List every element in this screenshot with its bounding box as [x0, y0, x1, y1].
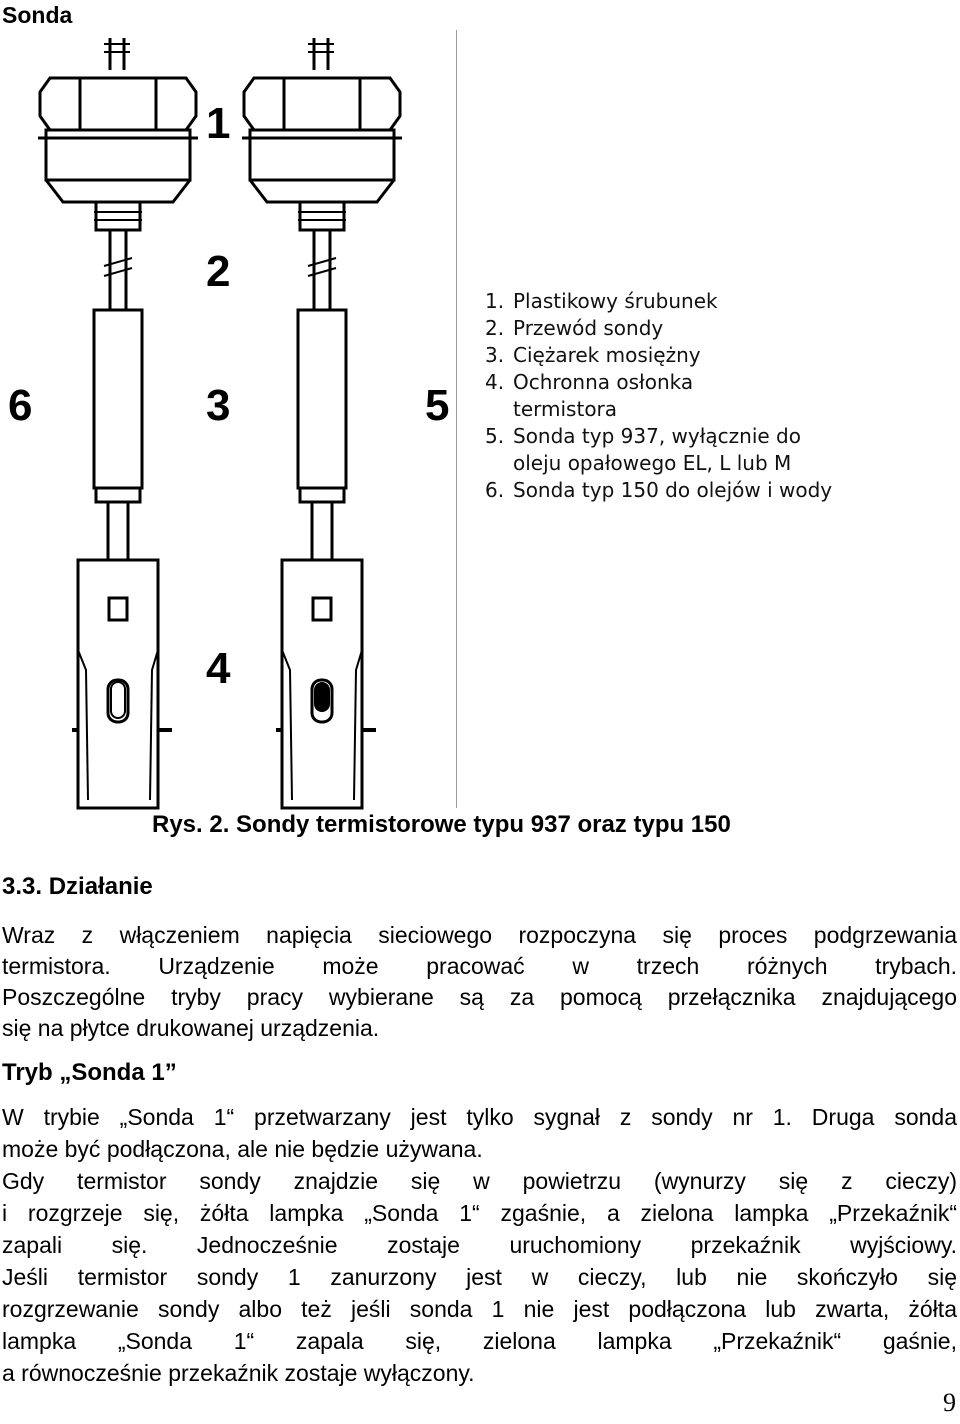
legend-item: 3. Ciężarek mosiężny [485, 343, 701, 367]
page-number: 9 [943, 1388, 956, 1417]
figure-legend [485, 288, 955, 504]
section-heading: 3.3. Działanie [2, 873, 153, 900]
figure-label-6: 6 [8, 381, 33, 430]
legend-item: 1. Plastikowy śrubunek [485, 289, 718, 313]
paragraph-line: Poszczególne tryby pracy wybierane są za pomocą przełącznika znajdującego [2, 984, 957, 1010]
figure-label-1: 1 [206, 99, 231, 148]
paragraph-line: W trybie „Sonda 1“ przetwarzany jest tylko sygnał z sondy nr 1. Druga sonda [2, 1104, 957, 1130]
legend-item: 2. Przewód sondy [485, 316, 664, 340]
figure-divider [456, 30, 457, 808]
paragraph-line: rozgrzewanie sondy albo też jeśli sonda 1 nie jest podłączona lub zwarta, żółta [2, 1296, 957, 1322]
figure-caption: Rys. 2. Sondy termistorowe typu 937 oraz typu 150 [152, 811, 731, 838]
legend-item: termistora [513, 397, 618, 421]
legend-item: 6. Sonda typ 150 do olejów i wody [485, 478, 833, 502]
paragraph-line: może być podłączona, ale nie będzie używana. [2, 1136, 483, 1162]
page-title: Sonda [2, 2, 73, 28]
figure-label-2: 2 [206, 247, 231, 296]
legend-item: oleju opałowego EL, L lub M [513, 451, 792, 475]
figure-label-4: 4 [206, 644, 231, 693]
paragraph-line: a równocześnie przekaźnik zostaje wyłączony. [2, 1360, 475, 1386]
legend-item: 4. Ochronna osłonka [485, 370, 694, 394]
probe-figure [0, 30, 470, 810]
figure-label-5: 5 [425, 381, 450, 430]
paragraph-line: lampka „Sonda 1“ zapala się, zielona lampka „Przekaźnik“ gaśnie, [2, 1328, 957, 1354]
paragraph-line: termistora. Urządzenie może pracować w trzech różnych trybach. [2, 953, 957, 979]
paragraph-line: Gdy termistor sondy znajdzie się w powietrzu (wynurzy się z cieczy) [2, 1168, 957, 1194]
paragraph-line: zapali się. Jednocześnie zostaje uruchomiony przekaźnik wyjściowy. [2, 1232, 957, 1258]
paragraph-line: Wraz z włączeniem napięcia sieciowego rozpoczyna się proces podgrzewania [2, 922, 957, 948]
mode-heading: Tryb „Sonda 1” [2, 1059, 177, 1086]
figure-label-3: 3 [206, 381, 231, 430]
paragraph-line: się na płytce drukowanej urządzenia. [2, 1015, 380, 1041]
paragraph-line: i rozgrzeje się, żółta lampka „Sonda 1“ zgaśnie, a zielona lampka „Przekaźnik“ [2, 1200, 957, 1226]
legend-item: 5. Sonda typ 937, wyłącznie do [485, 424, 801, 448]
paragraph-line: Jeśli termistor sondy 1 zanurzony jest w cieczy, lub nie skończyło się [2, 1264, 957, 1290]
